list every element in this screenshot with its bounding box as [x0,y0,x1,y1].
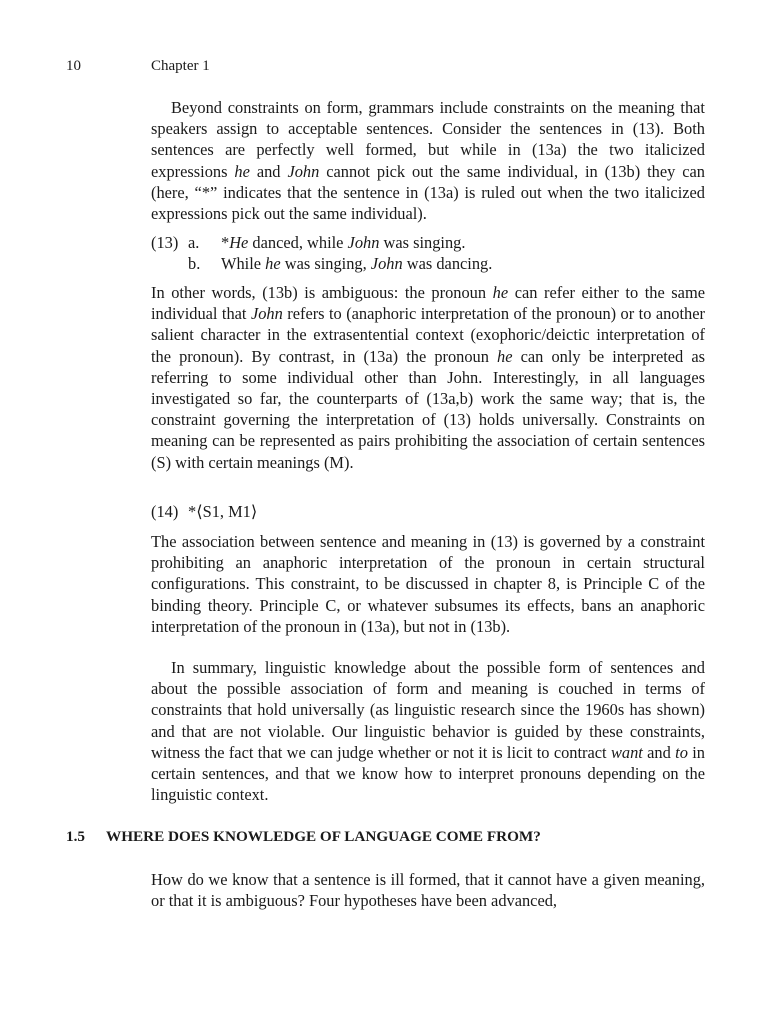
running-head: Chapter 1 [151,58,210,74]
example-label: b. [188,254,201,274]
example-13 [151,232,705,274]
italic-term: John [250,304,283,324]
paragraph-2 [151,282,705,473]
text-run: in certain sentences, and that we know how to interpret pronouns depending on the linguistic context. [151,742,705,805]
text-run: was dancing. [402,254,493,274]
paragraph-5: How do we know that a sentence is ill formed, that it cannot have a given meaning, or that it is ambiguous? Four hypotheses have been advanced, [151,870,705,911]
italic-term: he [234,161,250,181]
example-13b [151,253,705,274]
text-run: * [221,233,230,252]
italic-term: John [370,254,403,274]
paragraph-1 [151,97,705,224]
text-run: and [642,742,676,762]
text-run: refers to (anaphoric interpretation of the pronoun) or to another salient character in the extrasentential context (exophoric/deictic interpretation of the pronoun). By contrast, in (13a) the pronoun [151,304,705,366]
section-number: 1.5 [66,828,85,845]
text-run: In summary, linguistic knowledge about the possible form of sentences and about the possible association of form and meaning is couched in terms of constraints that hold universally (as linguistic research since the 1960s has shown) and that are not violable. Our linguistic behavior is guided by these constraints, witness the fact that we can judge whether or not it is licit to contract [151,658,705,762]
text-run: can only be interpreted as referring to some individual other than John. Interestingly, in all languages investigated so far, the counterparts of (13a,b) work the same way; that is, the constraint governing the interpretation of (13) holds universally. Constraints on meaning can be represented as pairs prohibiting the association of certain sentences (S) with certain meanings (M). [151,346,705,472]
text-run: Beyond constraints on form, grammars include constraints on the meaning that speakers assign to acceptable sentences. Consider the sentences in (13). Both sentences are perfectly well formed, but while in (13a) the two italicized expressions [151,98,705,181]
section-title: WHERE DOES KNOWLEDGE OF LANGUAGE COME FROM? [106,828,541,845]
paragraph-3: The association between sentence and meaning in (13) is governed by a constraint prohibiting an anaphoric interpretation of the pronoun in certain structural configurations. This constraint, to be discussed in chapter 8, is Principle C of the binding theory. Principle C, or whatever subsumes its effects, bans an anaphoric interpretation of the pronoun in (13a), but not in (13b). [151,532,705,636]
example-number: (14) [151,502,179,521]
text-run: danced, while [248,233,348,252]
text-run: can refer either to the same individual that [151,283,705,324]
italic-term: to [675,742,688,762]
italic-term: John [347,233,380,252]
italic-term: he [265,254,281,274]
section-heading [66,826,541,847]
italic-term: want [610,742,643,762]
text-run: and [249,161,288,181]
paragraph-4 [151,657,705,805]
text-run: was singing. [379,233,466,252]
italic-term: He [229,233,249,252]
italic-term: he [497,346,513,366]
example-13a [151,232,705,253]
example-formula: *⟨S1, M1⟩ [188,502,258,521]
text-run: was singing, [280,254,371,274]
italic-term: he [492,283,509,302]
page-number: 10 [66,58,81,74]
text-run: In other words, (13b) is ambiguous: the pronoun [151,283,493,302]
example-number: (13) [151,233,179,252]
text-run: While [221,254,266,274]
italic-term: John [287,161,320,181]
text-run: cannot pick out the same individual, in (13b) they can (here, “*” indicates that the sentence in (13a) is ruled out when the two italicized expressions pick out the same individual). [151,161,705,224]
example-14 [151,501,705,522]
example-label: a. [188,233,200,252]
